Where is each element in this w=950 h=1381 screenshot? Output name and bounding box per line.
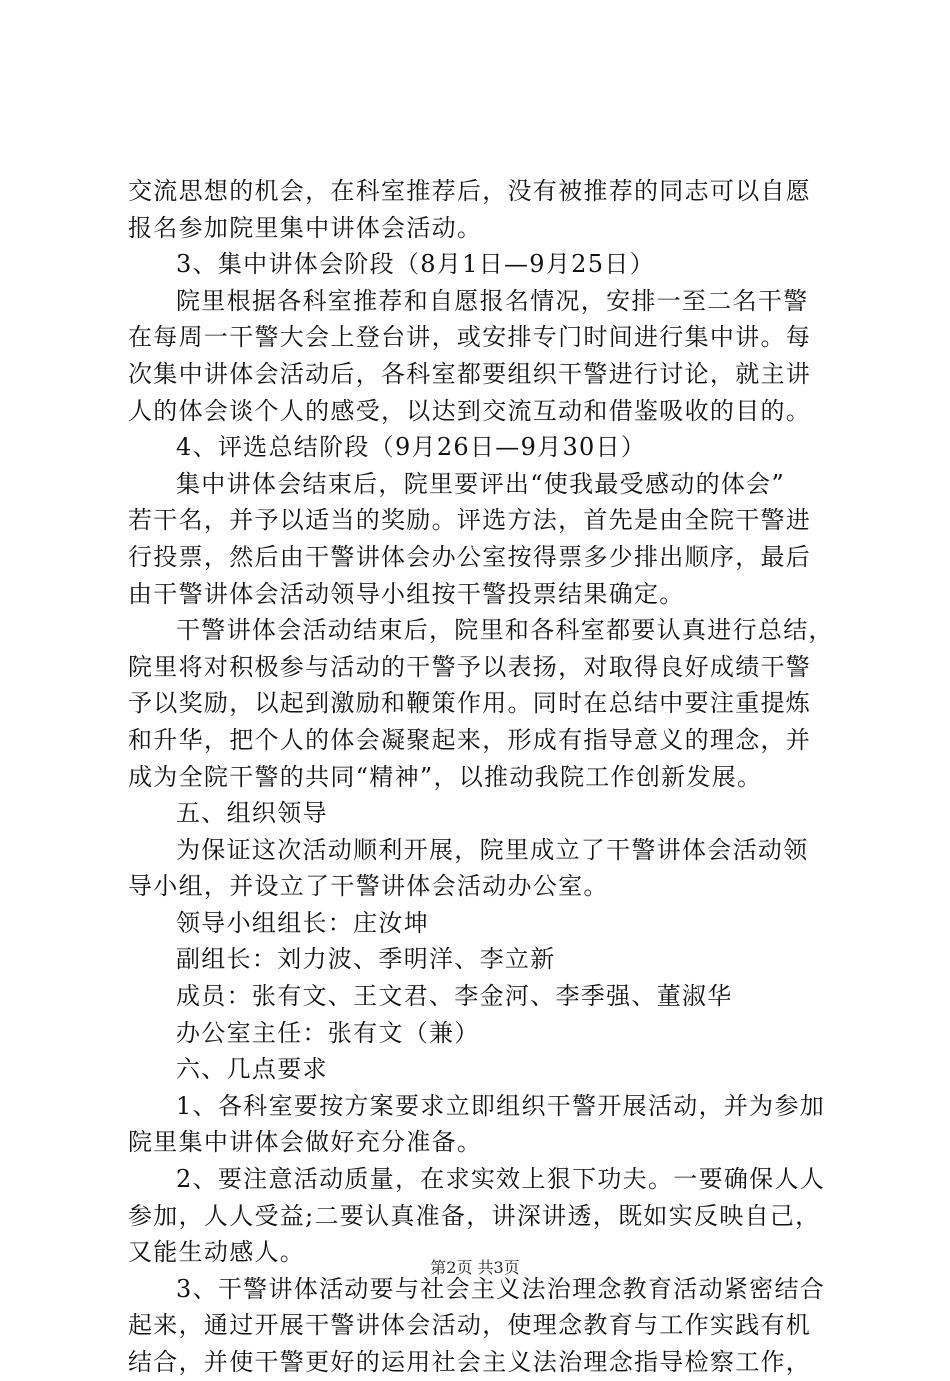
text-line: 成为全院干警的共同“精神”，以推动我院工作创新发展。 <box>128 762 763 791</box>
text-line: 予以奖励，以起到激励和鞭策作用。同时在总结中要注重提炼 <box>128 689 812 718</box>
text-line: 又能生动感人。 <box>128 1238 306 1267</box>
text-line: 成员：张有文、王文君、李金河、李季强、董淑华 <box>176 982 733 1011</box>
text-line: 办公室主任：张有文（兼） <box>176 1018 480 1047</box>
text-line: 参加，人人受益;二要认真准备，讲深讲透，既如实反映自己， <box>128 1201 821 1230</box>
text-line: 院里将对积极参与活动的干警予以表扬，对取得良好成绩干警 <box>128 652 812 681</box>
text-line: 2、要注意活动质量，在求实效上狠下功夫。一要确保人人 <box>176 1165 826 1194</box>
text-line: 六、几点要求 <box>176 1055 328 1084</box>
page-footer: 第2页 共3页 <box>430 1258 520 1277</box>
text-line: 在每周一干警大会上登台讲，或安排专门时间进行集中讲。每 <box>128 323 812 352</box>
text-line: 1、各科室要按方案要求立即组织干警开展活动，并为参加 <box>176 1091 826 1120</box>
text-line: 领导小组组长：庄汝坤 <box>176 908 429 937</box>
text-line: 院里集中讲体会做好充分准备。 <box>128 1128 483 1157</box>
text-line: 由干警讲体会活动领导小组按干警投票结果确定。 <box>128 579 685 608</box>
text-line: 导小组，并设立了干警讲体会活动办公室。 <box>128 872 609 901</box>
text-line: 若干名，并予以适当的奖励。评选方法，首先是由全院干警进 <box>128 506 812 535</box>
text-line: 五、组织领导 <box>176 799 328 828</box>
text-line: 人的体会谈个人的感受，以达到交流互动和借鉴吸收的目的。 <box>128 396 812 425</box>
text-line: 行投票，然后由干警讲体会办公室按得票多少排出顺序，最后 <box>128 542 812 571</box>
document-body <box>128 173 838 1381</box>
text-line: 3、集中讲体会阶段（8月1日—9月25日） <box>176 250 655 279</box>
text-line: 4、评选总结阶段（9月26日—9月30日） <box>176 433 647 462</box>
text-line: 干警讲体会活动结束后，院里和各科室都要认真进行总结， <box>176 616 834 645</box>
text-line: 结合，并使干警更好的运用社会主义法治理念指导检察工作， <box>128 1348 812 1376</box>
text-line: 交流思想的机会，在科室推荐后，没有被推荐的同志可以自愿 <box>128 177 812 205</box>
text-line: 3、干警讲体活动要与社会主义法治理念教育活动紧密结合 <box>176 1274 826 1303</box>
text-line: 为保证这次活动顺利开展，院里成立了干警讲体会活动领 <box>176 835 809 864</box>
text-line: 副组长：刘力波、季明洋、李立新 <box>176 945 556 974</box>
text-line: 报名参加院里集中讲体会活动。 <box>128 213 483 242</box>
text-line: 院里根据各科室推荐和自愿报名情况，安排一至二名干警 <box>176 286 809 315</box>
text-line: 和升华，把个人的体会凝聚起来，形成有指导意义的理念，并 <box>128 725 812 754</box>
text-line: 集中讲体会结束后，院里要评出“使我最受感动的体会” <box>176 469 786 498</box>
text-line: 起来，通过开展干警讲体会活动，使理念教育与工作实践有机 <box>128 1311 812 1340</box>
text-line: 次集中讲体会活动后，各科室都要组织干警进行讨论，就主讲 <box>128 359 812 388</box>
